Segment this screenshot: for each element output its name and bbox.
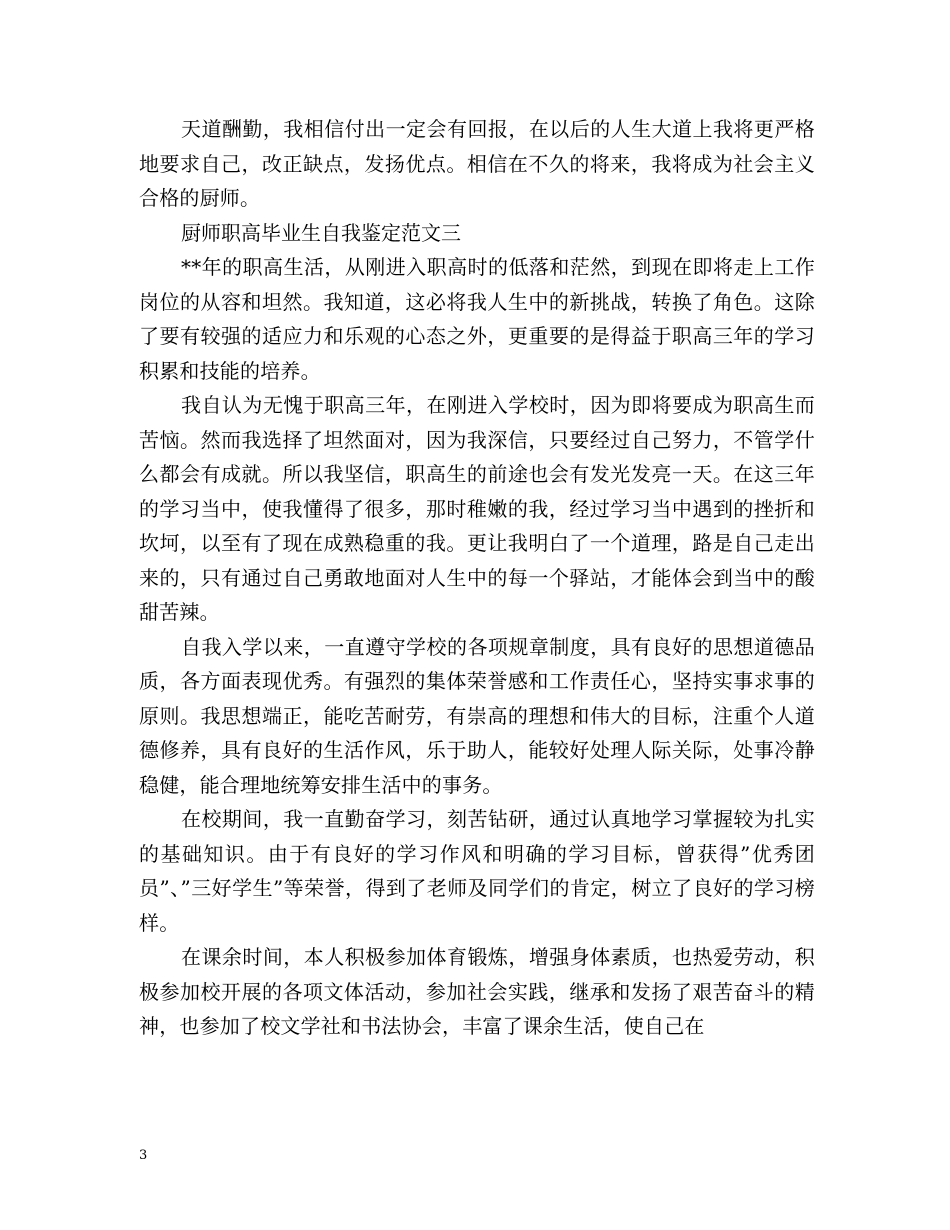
paragraph-intro: **年的职高生活，从刚进入职高时的低落和茫然，到现在即将走上工作岗位的从容和坦然。我知道，这必将我人生中的新挑战，转换了角色。这除了要有较强的适应力和乐观的心态之外，更重要的是得益于职高三年的学习积累和技能的培养。 bbox=[139, 255, 815, 383]
paragraph-extracurricular: 在课余时间，本人积极参加体育锻炼，增强身体素质，也热爱劳动，积极参加校开展的各项文体活动，参加社会实践，继承和发扬了艰苦奋斗的精神，也参加了校文学社和书法协会，丰富了课余生活，使自己在 bbox=[139, 945, 815, 1038]
paragraph-conduct: 自我入学以来，一直遵守学校的各项规章制度，具有良好的思想道德品质，各方面表现优秀。有强烈的集体荣誉感和工作责任心，坚持实事求事的原则。我思想端正，能吃苦耐劳，有崇高的理想和伟大的目标，注重个人道德修养，具有良好的生活作风，乐于助人，能较好处理人际关际，处事冷静稳健，能合理地统筹安排生活中的事务。 bbox=[139, 634, 815, 797]
document-body bbox=[139, 112, 815, 1044]
paragraph-closing-remark: 天道酬勤，我相信付出一定会有回报，在以后的人生大道上我将更严格地要求自己，改正缺点，发扬优点。相信在不久的将来，我将成为社会主义合格的厨师。 bbox=[139, 117, 815, 210]
paragraph-study: 在校期间，我一直勤奋学习，刻苦钻研，通过认真地学习掌握较为扎实的基础知识。由于有良好的学习作风和明确的学习目标，曾获得”优秀团员”、”三好学生”等荣誉，得到了老师及同学们的肯定，树立了良好的学习榜样。 bbox=[139, 807, 815, 935]
section-heading: 厨师职高毕业生自我鉴定范文三 bbox=[181, 220, 461, 245]
paragraph-three-years: 我自认为无愧于职高三年，在刚进入学校时，因为即将要成为职高生而苦恼。然而我选择了坦然面对，因为我深信，只要经过自己努力，不管学什么都会有成就。所以我坚信，职高生的前途也会有发光发亮一天。在这三年的学习当中，使我懂得了很多，那时稚嫩的我，经过学习当中遇到的挫折和坎坷，以至有了现在成熟稳重的我。更让我明白了一个道理，路是自己走出来的，只有通过自己勇敢地面对人生中的每一个驿站，才能体会到当中的酸甜苦辣。 bbox=[139, 393, 815, 624]
page-number: 3 bbox=[139, 1148, 148, 1163]
